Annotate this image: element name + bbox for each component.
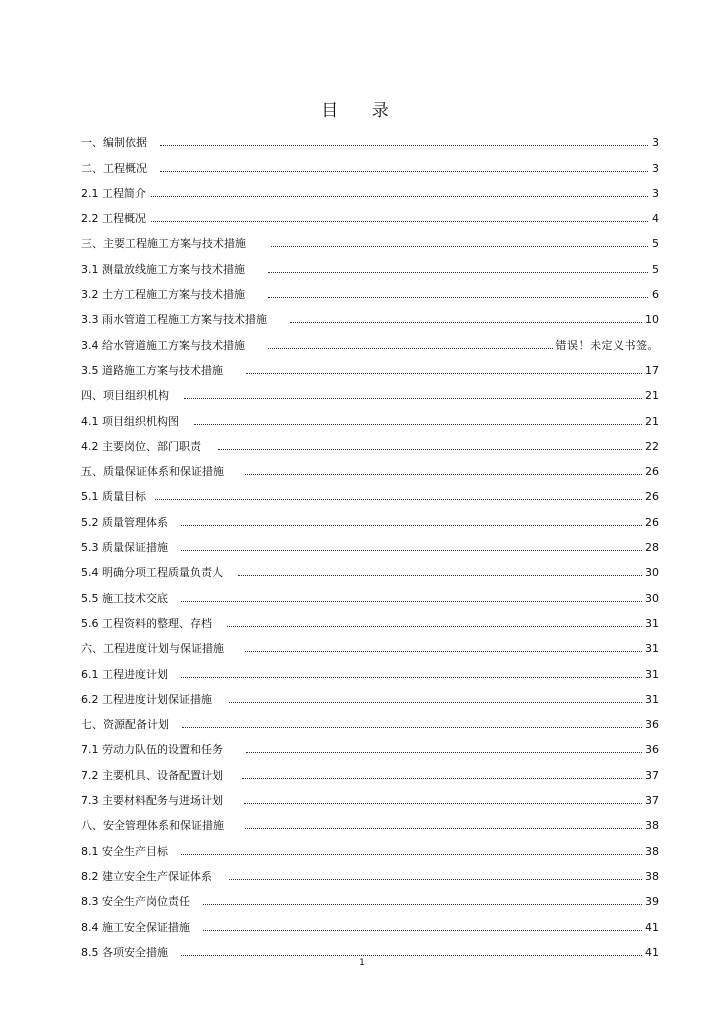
toc-entry[interactable]: [81, 453, 659, 478]
toc-entry[interactable]: [81, 276, 659, 301]
toc-entry-page-number: 4: [652, 212, 659, 226]
toc-entry-label: 5.4 明确分项工程质量负责人: [81, 566, 223, 580]
toc-entry-label: 7.2 主要机具、设备配置计划: [81, 768, 223, 782]
toc-entry[interactable]: [81, 681, 659, 706]
toc-entry-label: 8.5 各项安全措施: [81, 945, 168, 959]
toc-entry[interactable]: [81, 832, 659, 857]
toc-entry-page-number: 38: [645, 819, 659, 833]
toc-dot-leader: [238, 575, 642, 576]
toc-entry-page-number: 30: [645, 566, 659, 580]
toc-entry[interactable]: [81, 858, 659, 883]
toc-entry-page-number: 21: [645, 389, 659, 403]
toc-entry[interactable]: [81, 478, 659, 503]
toc-entry-page-number: 39: [645, 895, 659, 909]
toc-entry-label: 6.2 工程进度计划保证措施: [81, 692, 212, 706]
toc-entry-page-number: 41: [645, 945, 659, 959]
toc-dot-leader: [182, 727, 642, 728]
toc-entry-page-number: 10: [645, 313, 659, 327]
toc-dot-leader: [271, 246, 648, 247]
toc-entry-page-number: 41: [645, 920, 659, 934]
toc-entry-page-number: 5: [652, 237, 659, 251]
toc-entry-page-number: 26: [645, 490, 659, 504]
toc-dot-leader: [246, 752, 642, 753]
toc-entry-label: 5.1 质量目标: [81, 490, 146, 504]
toc-dot-leader: [268, 297, 648, 298]
toc-entry[interactable]: [81, 706, 659, 731]
toc-dot-leader: [181, 525, 642, 526]
toc-entry-page-number: 错误！未定义书签。: [555, 338, 659, 352]
toc-entry-page-number: 36: [645, 743, 659, 757]
toc-entry-page-number: 28: [645, 541, 659, 555]
toc-entry-page-number: 6: [652, 288, 659, 302]
toc-entry-label: 2.2 工程概况: [81, 212, 146, 226]
toc-entry-label: 二、工程概况: [81, 161, 147, 175]
toc-dot-leader: [245, 651, 642, 652]
toc-entry[interactable]: [81, 782, 659, 807]
toc-dot-leader: [229, 702, 642, 703]
toc-entry[interactable]: [81, 731, 659, 756]
toc-entry-label: 8.2 建立安全生产保证体系: [81, 869, 212, 883]
toc-entry[interactable]: [81, 503, 659, 528]
toc-entry-label: 六、工程进度计划与保证措施: [81, 642, 224, 656]
toc-dot-leader: [242, 778, 642, 779]
toc-entry-label: 3.3 雨水管道工程施工方案与技术措施: [81, 313, 267, 327]
toc-entry-label: 四、项目组织机构: [81, 389, 169, 403]
toc-dot-leader: [203, 930, 642, 931]
toc-dot-leader: [203, 904, 642, 905]
toc-entry[interactable]: [81, 554, 659, 579]
toc-entry-label: 5.2 质量管理体系: [81, 515, 168, 529]
toc-dot-leader: [181, 854, 642, 855]
toc-entry[interactable]: [81, 807, 659, 832]
toc-entry[interactable]: [81, 225, 659, 250]
toc-dot-leader: [160, 145, 648, 146]
toc-entry[interactable]: [81, 200, 659, 225]
toc-entry[interactable]: [81, 428, 659, 453]
toc-dot-leader: [268, 348, 553, 349]
toc-dot-leader: [244, 803, 642, 804]
toc-entry-page-number: 17: [645, 363, 659, 377]
toc-entry[interactable]: [81, 301, 659, 326]
toc-dot-leader: [245, 474, 642, 475]
toc-entry-label: 8.3 安全生产岗位责任: [81, 895, 190, 909]
toc-entry[interactable]: [81, 908, 659, 933]
toc-entry[interactable]: [81, 630, 659, 655]
toc-entry-label: 3.1 测量放线施工方案与技术措施: [81, 262, 245, 276]
toc-entry[interactable]: [81, 605, 659, 630]
toc-entry-page-number: 3: [652, 136, 659, 150]
toc-dot-leader: [181, 601, 642, 602]
toc-entry-page-number: 26: [645, 465, 659, 479]
table-of-contents: [81, 124, 659, 959]
page-number: 1: [359, 958, 365, 968]
toc-dot-leader: [184, 398, 642, 399]
toc-dot-leader: [151, 196, 648, 197]
toc-entry-label: 4.2 主要岗位、部门职责: [81, 439, 201, 453]
toc-dot-leader: [181, 550, 642, 551]
toc-entry-label: 5.5 施工技术交底: [81, 591, 168, 605]
toc-entry-page-number: 22: [645, 439, 659, 453]
toc-entry-label: 七、资源配备计划: [81, 718, 169, 732]
toc-entry-label: 5.6 工程资料的整理、存档: [81, 616, 212, 630]
toc-entry-page-number: 31: [645, 667, 659, 681]
toc-dot-leader: [181, 955, 642, 956]
toc-dot-leader: [160, 171, 648, 172]
toc-entry-page-number: 30: [645, 591, 659, 605]
toc-dot-leader: [194, 424, 642, 425]
toc-entry-page-number: 36: [645, 718, 659, 732]
toc-entry-page-number: 31: [645, 616, 659, 630]
toc-entry-label: 4.1 项目组织机构图: [81, 414, 179, 428]
toc-entry-page-number: 5: [652, 262, 659, 276]
toc-dot-leader: [229, 879, 642, 880]
toc-entry-page-number: 21: [645, 414, 659, 428]
toc-entry-label: 7.3 主要材料配务与进场计划: [81, 794, 223, 808]
toc-entry-page-number: 38: [645, 844, 659, 858]
toc-entry[interactable]: [81, 124, 659, 149]
toc-entry[interactable]: [81, 326, 659, 351]
toc-entry-label: 一、编制依据: [81, 136, 147, 150]
toc-dot-leader: [290, 322, 642, 323]
toc-entry[interactable]: [81, 149, 659, 174]
toc-entry-page-number: 37: [645, 794, 659, 808]
toc-entry-page-number: 38: [645, 869, 659, 883]
toc-entry-label: 八、安全管理体系和保证措施: [81, 819, 224, 833]
toc-dot-leader: [151, 221, 648, 222]
toc-entry[interactable]: [81, 655, 659, 680]
toc-entry-label: 3.2 土方工程施工方案与技术措施: [81, 288, 245, 302]
toc-entry-label: 7.1 劳动力队伍的设置和任务: [81, 743, 223, 757]
toc-entry-label: 3.5 道路施工方案与技术措施: [81, 363, 223, 377]
toc-entry-page-number: 3: [652, 161, 659, 175]
toc-entry[interactable]: [81, 377, 659, 402]
toc-entry[interactable]: [81, 756, 659, 781]
toc-dot-leader: [155, 499, 642, 500]
toc-dot-leader: [227, 626, 642, 627]
toc-entry[interactable]: [81, 250, 659, 275]
toc-dot-leader: [181, 677, 642, 678]
toc-entry-page-number: 31: [645, 692, 659, 706]
toc-dot-leader: [218, 449, 642, 450]
toc-entry-label: 五、质量保证体系和保证措施: [81, 465, 224, 479]
toc-entry[interactable]: [81, 529, 659, 554]
toc-dot-leader: [245, 828, 642, 829]
toc-entry-page-number: 3: [652, 186, 659, 200]
toc-entry-page-number: 31: [645, 642, 659, 656]
toc-entry[interactable]: [81, 883, 659, 908]
toc-dot-leader: [268, 272, 648, 273]
toc-entry-label: 三、主要工程施工方案与技术措施: [81, 237, 246, 251]
toc-entry-label: 5.3 质量保证措施: [81, 541, 168, 555]
toc-entry[interactable]: [81, 934, 659, 959]
page-title: 目 录: [321, 101, 403, 121]
toc-entry[interactable]: [81, 175, 659, 200]
toc-entry[interactable]: [81, 402, 659, 427]
toc-entry-page-number: 37: [645, 768, 659, 782]
toc-entry-label: 8.4 施工安全保证措施: [81, 920, 190, 934]
toc-entry-label: 6.1 工程进度计划: [81, 667, 168, 681]
toc-entry[interactable]: [81, 352, 659, 377]
toc-entry[interactable]: [81, 579, 659, 604]
toc-entry-label: 8.1 安全生产目标: [81, 844, 168, 858]
toc-entry-page-number: 26: [645, 515, 659, 529]
toc-dot-leader: [246, 373, 642, 374]
toc-entry-label: 2.1 工程简介: [81, 186, 146, 200]
toc-entry-label: 3.4 给水管道施工方案与技术措施: [81, 338, 245, 352]
